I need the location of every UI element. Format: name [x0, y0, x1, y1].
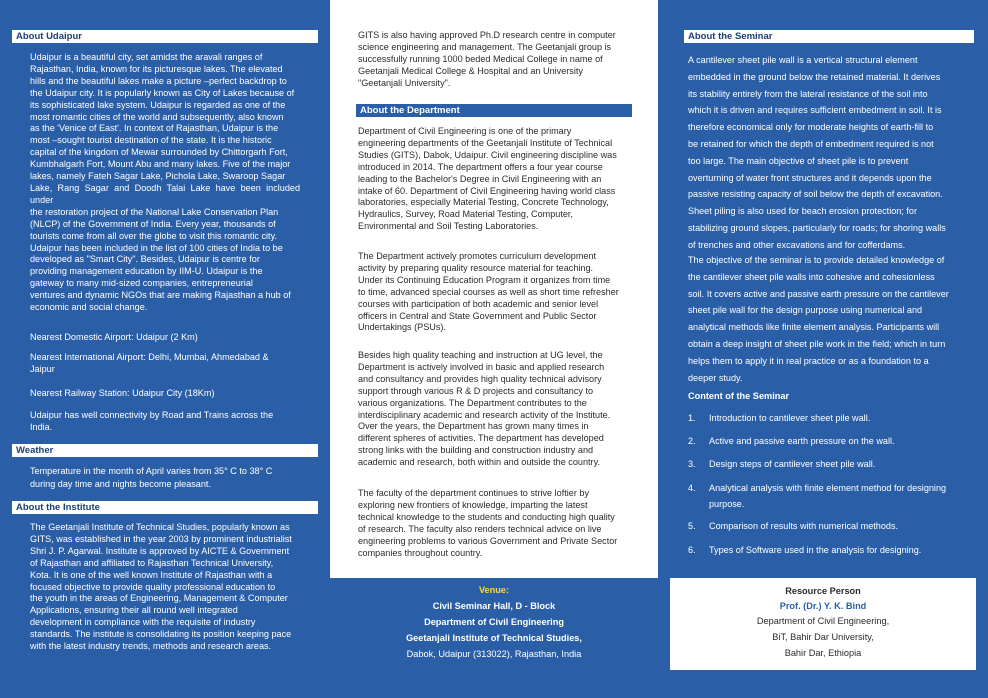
text-line: The faculty of the department continues to strive loftier by [358, 488, 589, 498]
list-item [688, 481, 968, 515]
text-line: Kota. It is one of the well known Institute of Rajasthan with a [30, 569, 273, 580]
connectivity-line-1: Udaipur has well connectivity by Road and Trains across the [30, 410, 274, 420]
text-line: strong links with the building and construction industry and [358, 445, 594, 456]
text-line: gateway to many mid-sized companies, entrepreneurial [30, 278, 253, 289]
text-line: Udaipur has been included in the list of 100 cities of India to be [30, 242, 283, 253]
gits-intro-paragraph [358, 30, 630, 90]
text-line: GITS, was established in the year 2003 by prominent industrialist [30, 533, 292, 544]
list-item [688, 434, 968, 450]
text-line: soil. It covers active and passive earth pressure on the cantilever [688, 288, 949, 299]
text-line: interdisciplinary academic and research activity of the Institute. [358, 409, 611, 420]
text-line: to time, advanced special courses as well as short time refresher [358, 286, 619, 297]
venue-line-2: Department of Civil Engineering [424, 617, 564, 627]
resource-line-2: BiT, Bahir Dar University, [772, 632, 874, 642]
text-line: sheet pile wall for the design purpose using numerical and [688, 305, 923, 316]
text-line: Department of Civil Engineering is one of the primary [358, 126, 572, 136]
text-line: various organizations. The Department contributes to the [358, 397, 587, 408]
about-udaipur-paragraph [30, 52, 300, 314]
text-line: too large. The main objective of sheet pile is to prevent [688, 155, 909, 166]
text-line: Geetanjali Medical College & Hospital and an University [358, 65, 583, 76]
venue-line-3: Geetanjali Institute of Technical Studies, [406, 633, 582, 643]
text-line: exploring new frontiers of knowledge, imparting the latest [358, 499, 588, 510]
weather-line-1: Temperature in the month of April varies from 35° C to 38° C [30, 466, 273, 476]
text-line: the restoration project of the National Lake Conservation Plan [30, 206, 279, 217]
left-column [0, 0, 330, 698]
text-line: and consultancy and provides high quality technical advisory [358, 373, 602, 384]
text-line: development in compliance with the requisite of industry [30, 617, 256, 628]
text-line: standards. The institute is consolidating its position keeping pace [30, 629, 292, 640]
list-text-continued: purpose. [709, 499, 745, 509]
about-department-heading: About the Department [356, 104, 632, 117]
list-text: Active and passive earth pressure on the wall. [709, 436, 895, 446]
text-line: deeper study. [688, 372, 743, 383]
list-item [688, 519, 968, 535]
text-line: hills and the beautiful lakes make a picture –perfect backdrop to [30, 75, 287, 86]
seminar-paragraph-1 [688, 52, 958, 254]
text-line: passive resisting capacity of soil below the depth of excavation. [688, 189, 943, 200]
text-line: (NLCP) of the Government of India. Every year, thousands of [30, 218, 276, 229]
text-line: of research. The faculty also renders technical advice on live [358, 523, 602, 534]
about-institute-heading: About the Institute [12, 501, 318, 514]
resource-person-name: Prof. (Dr.) Y. K. Bind [779, 601, 867, 611]
text-line: stabilizing ground slopes, particularly for roads; for shoring walls [688, 222, 946, 233]
resource-line-1: Department of Civil Engineering, [756, 616, 890, 626]
text-line: Lake, Rang Sagar and Doodh Talai Lake have been included under [30, 182, 300, 205]
list-number: 5. [688, 521, 696, 531]
list-number: 4. [688, 483, 696, 493]
text-line: most romantic cities of the world and subsequently, also known [30, 111, 284, 122]
list-number: 2. [688, 436, 696, 446]
list-text: Design steps of cantilever sheet pile wall. [709, 459, 876, 469]
list-number: 1. [688, 413, 696, 423]
text-line: capital of the kingdom of Mewar surrounded by Chittorgarh Fort, [30, 147, 288, 158]
text-line: academic and research, both within and outside the country. [358, 457, 600, 468]
text-line: providing management education by IIM-U. Udaipur is the [30, 266, 263, 277]
text-line: tourists come from all over the globe to visit this romantic city. [30, 230, 277, 241]
text-line: focused objective to provide quality professional education to [30, 581, 276, 592]
text-line: Over the years, the Department has grown many times in [358, 421, 589, 432]
venue-line-1: Civil Seminar Hall, D - Block [432, 601, 556, 611]
department-paragraph-1 [358, 126, 630, 233]
text-line: its stability entirely from the lateral resistance of the soil into [688, 88, 928, 99]
list-text: Types of Software used in the analysis for designing. [709, 545, 922, 555]
department-paragraph-3 [358, 350, 630, 469]
resource-person-title: Resource Person [785, 586, 861, 596]
domestic-airport-text: Nearest Domestic Airport: Udaipur (2 Km) [30, 332, 198, 342]
text-line: different spheres of activities. The department has developed [358, 433, 604, 444]
list-number: 3. [688, 459, 696, 469]
text-line: support through various R & D projects and consultancy to [358, 385, 594, 396]
text-line: helps them to apply it in real practice or as a foundation to a [688, 355, 929, 366]
text-line: Applications, ensuring their all round well integrated [30, 605, 238, 616]
seminar-paragraph-2 [688, 252, 958, 386]
text-line: therefore economical only for moderate heights of earth-fill to [688, 122, 934, 133]
weather-line-2: during day time and nights become pleasant. [30, 479, 211, 489]
text-line: engineering problems to various Government and Private Sector [358, 535, 618, 546]
text-line: "Geetanjali University". [358, 77, 451, 88]
content-of-seminar-title: Content of the Seminar [688, 391, 790, 401]
text-line: Udaipur is a beautiful city, set amidst the aravali ranges of [30, 52, 263, 62]
text-line: courses with participation of both academic and senior level [358, 298, 599, 309]
list-item [688, 411, 968, 427]
international-airport-line-2: Jaipur [30, 364, 55, 374]
about-institute-paragraph [30, 522, 300, 653]
venue-line-4: Dabok, Udaipur (313022), Rajasthan, India [406, 649, 582, 659]
about-udaipur-heading: About Udaipur [12, 30, 318, 43]
text-line: lakes, namely Fateh Sagar Lake, Pichola Lake, Swaroop Sagar [30, 171, 286, 182]
list-text: Introduction to cantilever sheet pile wall. [709, 413, 871, 423]
list-item [688, 543, 968, 559]
text-line: Kumbhalgarh Fort, Mount Abu and many lakes. Five of the major [30, 159, 291, 170]
text-line: Sheet piling is also used for beach erosion protection; for [688, 206, 917, 217]
text-line: The objective of the seminar is to provide detailed knowledge of [688, 255, 945, 265]
venue-title: Venue: [478, 585, 510, 595]
text-line: of trenches and other excavations and for cofferdams. [688, 239, 906, 250]
text-line: the Udaipur city. It is popularly known as City of Lakes because of [30, 87, 295, 98]
international-airport-line-1: Nearest International Airport: Delhi, Mumbai, Ahmedabad & [30, 352, 269, 362]
list-number: 6. [688, 545, 696, 555]
text-line: with the latest industry trends, methods and research areas. [30, 641, 272, 652]
text-line: introduced in 2014. The department offers a four year course [358, 161, 603, 172]
text-line: as the 'Venice of East'. In context of Rajasthan, Udaipur is the [30, 123, 279, 134]
about-seminar-heading: About the Seminar [684, 30, 974, 43]
text-line: the cantilever sheet pile walls into cohesive and cohesionless [688, 271, 935, 282]
text-line: Studies (GITS), Dabok, Udaipur. Civil engineering discipline was [358, 149, 617, 160]
text-line: Rajasthan, India, known for its picturesque lakes. The elevated [30, 63, 283, 74]
text-line: A cantilever sheet pile wall is a vertical structural element [688, 55, 918, 65]
text-line: developed as "Smart City". Besides, Udaipur is centre for [30, 254, 260, 265]
list-text: Comparison of results with numerical methods. [709, 521, 899, 531]
resource-person-box [670, 578, 976, 670]
text-line: Hydraulics, Survey, Road Material Testing, Computer, [358, 209, 573, 220]
text-line: Department is actively involved in basic and applied research [358, 361, 605, 372]
text-line: officers in Central and State Government and Public Sector [358, 310, 597, 321]
text-line: companies throughout country. [358, 547, 483, 558]
text-line: be retained for which the depth of embedment required is not [688, 138, 934, 149]
text-line: Undertakings (PSUs). [358, 322, 446, 333]
text-line: engineering departments of the Geetanjali Institute of Technical [358, 137, 613, 148]
text-line: its sophisticated lake system. Udaipur is regarded as one of the [30, 99, 286, 110]
venue-box [330, 578, 658, 698]
text-line: leading to the Bachelor's Degree in Civil Engineering with an [358, 173, 602, 184]
text-line: Besides high quality teaching and instruction at UG level, the [358, 350, 603, 360]
text-line: The Geetanjali Institute of Technical Studies, popularly known as [30, 522, 290, 532]
text-line: economic and social change. [30, 302, 148, 313]
connectivity-line-2: India. [30, 422, 53, 432]
text-line: intake of 60. Department of Civil Engineering having world class [358, 185, 616, 196]
text-line: Shri J. P. Agarwal. Institute is approved by AICTE & Government [30, 545, 290, 556]
text-line: ventures and dynamic NGOs that are making Rajasthan a hub of [30, 290, 291, 301]
weather-heading: Weather [12, 444, 318, 457]
text-line: technical knowledge to the students and conducting high quality [358, 511, 615, 522]
text-line: overturning of water front structures and it depends upon the [688, 172, 932, 183]
list-text: Analytical analysis with finite element method for designing [709, 483, 947, 493]
text-line: which it is driven and requires sufficient embedment in soil. It is [688, 105, 942, 116]
text-line: The Department actively promotes curriculum development [358, 251, 597, 261]
text-line: Under its Continuing Education Program it organizes from time [358, 274, 611, 285]
railway-station-text: Nearest Railway Station: Udaipur City (18Km) [30, 388, 215, 398]
text-line: analytical methods like finite element analysis. Participants will [688, 322, 940, 333]
text-line: the youth in the areas of Engineering, Management & Computer [30, 593, 288, 604]
department-paragraph-4 [358, 488, 630, 559]
text-line: of Rajasthan and affiliated to Rajasthan Technical University, [30, 557, 274, 568]
text-line: GITS is also having approved Ph.D research centre in computer [358, 30, 616, 40]
list-item [688, 457, 968, 473]
text-line: laboratories, especially Material Testing, Concrete Technology, [358, 197, 609, 208]
text-line: activity by preparing quality resource material for teaching. [358, 262, 594, 273]
text-line: embedded in the ground below the retained material. It derives [688, 71, 941, 82]
text-line: Environmental and Soil Testing Laboratories. [358, 221, 539, 232]
department-paragraph-2 [358, 251, 630, 334]
resource-line-3: Bahir Dar, Ethiopia [784, 648, 862, 658]
text-line: science engineering and management. The Geetanjali group is [358, 41, 612, 52]
text-line: successfully running 1000 beded Medical College in name of [358, 53, 603, 64]
text-line: obtain a deep insight of sheet pile work in the field; which in turn [688, 338, 946, 349]
text-line: most –sought tourist destination of the state. It is the historic [30, 135, 272, 146]
